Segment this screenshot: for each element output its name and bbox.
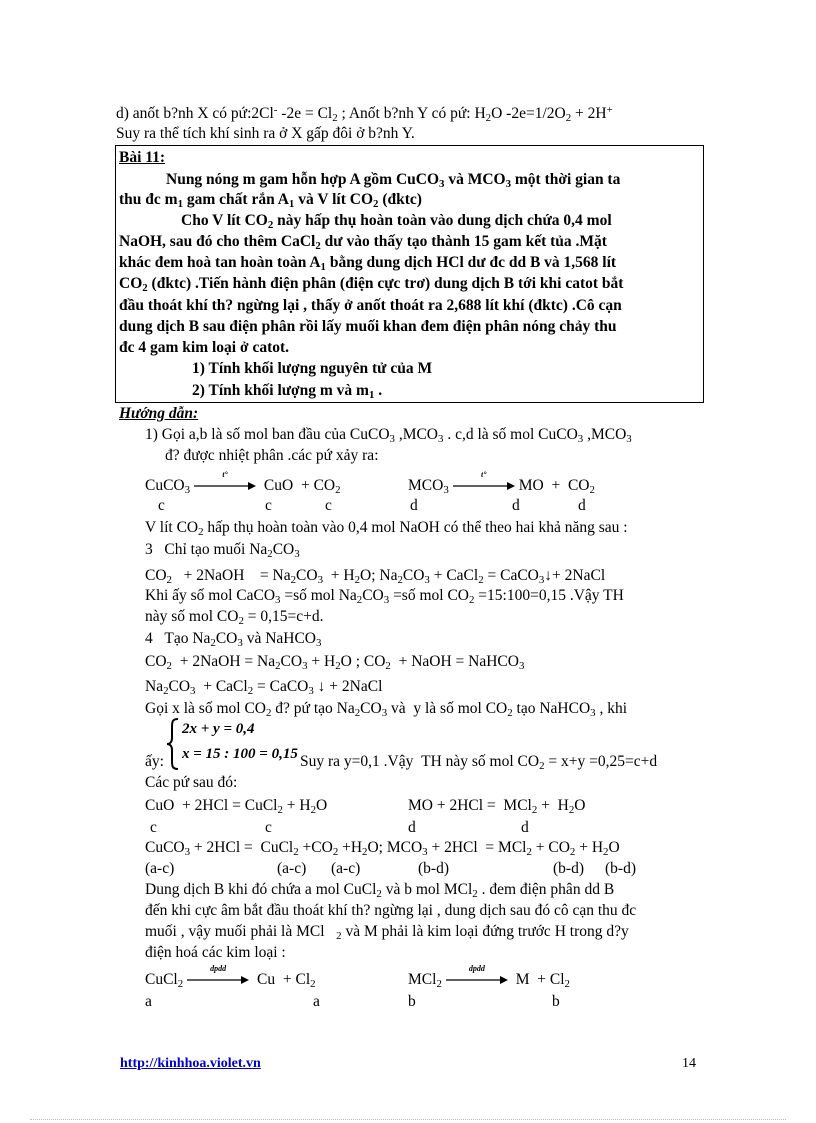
coef: b — [552, 993, 560, 1010]
text-line: Khi ấy số mol CaCO$_3$ =số mol $Na_2CO_3$ =số mol $CO_2$ =15:100=0,15 .Vậy TH — [145, 587, 624, 606]
text-line: đ? được nhiệt phân .các pứ xảy ra: — [165, 447, 379, 464]
text-line: ấy: — [145, 753, 164, 770]
text-line: Cho V lít $CO_2$ này hấp thụ hoàn toàn vào dung dịch chứa 0,4 mol — [181, 212, 612, 231]
footer-link[interactable]: http://kinhhoa.violet.vn — [120, 1056, 261, 1071]
coef: (b-d) — [605, 860, 636, 877]
coef: a — [145, 993, 152, 1010]
reaction: CuCl$_2$ dpdd $Cu + Cl_2$ — [145, 964, 316, 990]
arrow-icon: t° — [194, 480, 256, 492]
text-line: V lít $CO_2$ hấp thụ hoàn toàn vào 0,4 mol NaOH có thể theo hai khả năng sau : — [145, 519, 628, 538]
coef: d — [578, 497, 586, 514]
coef: c — [265, 497, 272, 514]
text-line: Suy ra y=0,1 .Vậy TH này số mol $CO_2 = x+y =0,25=c+d$ — [300, 753, 658, 772]
text-line: điện hoá các kim loại : — [145, 944, 286, 961]
equation: $CO_2$ + 2NaOH = $Na_2CO_3 + H_2O$; $Na_2CO_3$ + CaCl$_2$ = CaCO$_3$↓+ 2NaCl — [145, 567, 606, 586]
coef: (a-c) — [277, 860, 307, 877]
brace-icon — [165, 718, 181, 770]
guide-title: Hướng dẫn: — [119, 405, 199, 422]
page-number: 14 — [682, 1056, 696, 1071]
system-eq-2: x = 15 : 100 = 0,15 — [182, 746, 298, 762]
coef: (a-c) — [331, 860, 361, 877]
arrow-icon: dpdd — [446, 974, 508, 986]
equation: CuCO$_3$ + 2HCl = CuCl$_2$ $+CO_2 +H_2O$; $MCO_3 + 2HCl = MCl_2 + CO_2 + H_2O$ — [145, 839, 620, 858]
equation: MO + $2HCl = MCl_2 + H_2O$ — [408, 797, 586, 816]
text-line: Gọi x là số mol $CO_2$ đ? pứ tạo $Na_2CO_3$ và y là số mol $CO_2$ tạo NaHCO$_3$ , khi — [145, 700, 628, 719]
text-line: 3 Chỉ tạo muối $Na_2CO_3$ — [145, 541, 300, 560]
text-line: Suy ra thể tích khí sinh ra ở X gấp đôi ở b?nh Y. — [116, 125, 415, 142]
text-line: 4 Tạo $Na_2CO_3$ và NaHCO$_3$ — [145, 630, 322, 649]
text-line: thu đc $m_1$ gam chất rắn $A_1$ và V lít $CO_2$ (đktc) — [119, 191, 422, 210]
coef: d — [521, 819, 529, 836]
coef: c — [265, 819, 272, 836]
text-line: d) anốt b?nh X có pứ:2Cl- $-2e = Cl_2$ ; Anốt b?nh Y có pứ: $H_2O$ $-2e=1/2O_2 + 2H^+$ — [116, 104, 613, 124]
text-line: NaOH, sau đó cho thêm CaCl$_2$ dư vào thấy tạo thành 15 gam kết tủa .Mặt — [119, 233, 607, 252]
text-line: $CO_2$ (đktc) .Tiến hành điện phân (điện cực trơ) dung dịch B tới khi catot bắt — [119, 275, 624, 294]
coef: c — [158, 497, 165, 514]
text-line: Các pứ sau đó: — [145, 774, 238, 791]
equation: $CO_2$ + 2NaOH = $Na_2CO_3 + H_2O$ ; $CO_2$ + NaOH = NaHCO$_3$ — [145, 653, 525, 672]
reaction: $MCO_3$ t° MO + $CO_2$ — [408, 470, 595, 496]
question-1: 1) Tính khối lượng nguyên tử của M — [192, 360, 433, 377]
coef: a — [313, 993, 320, 1010]
system-eq-1: 2x + y = 0,4 — [182, 721, 255, 737]
text-line: đến khi cực âm bắt đầu thoát khí th? ngừng lại , dung dịch sau đó cô cạn thu đc — [145, 902, 637, 919]
text-line: đầu thoát khí th? ngừng lại , thấy ở anốt thoát ra 2,688 lít khí (đktc) .Cô cạn — [119, 297, 622, 314]
equation: CuO + 2HCl = CuCl$_2$ + $H_2O$ — [145, 797, 328, 816]
coef: d — [408, 819, 416, 836]
coef: (b-d) — [418, 860, 449, 877]
text-line: khác đem hoà tan hoàn toàn $A_1$ bằng dung dịch HCl dư đc dd B và 1,568 lít — [119, 254, 617, 273]
problem-title: Bài 11: — [119, 149, 166, 166]
text-line: này số mol $CO_2 = 0,15=c+d$. — [145, 608, 324, 627]
coef: c — [325, 497, 332, 514]
text-line: Nung nóng m gam hỗn hợp A gồm CuCO$_3$ và $MCO_3$ một thời gian ta — [166, 171, 621, 190]
coef: (a-c) — [145, 860, 175, 877]
question-2: 2) Tính khối lượng m và $m_1$ . — [192, 382, 383, 401]
arrow-icon: dpdd — [187, 974, 249, 986]
page-divider — [30, 1119, 786, 1120]
text-line: đc 4 gam kim loại ở catot. — [119, 339, 290, 356]
coef: c — [150, 819, 157, 836]
reaction: CuCO$_3$ t° CuO + $CO_2$ — [145, 470, 341, 496]
reaction: MCl$_2$ dpdd $M + Cl_2$ — [408, 964, 570, 990]
coef: b — [408, 993, 416, 1010]
text-line: 1) Gọi a,b là số mol ban đầu của CuCO$_3$ $,MCO_3$ . c,d là số mol CuCO$_3$ $,MCO_3$ — [145, 426, 632, 445]
text-line: muối , vậy muối phải là MCl $_2$ và M phải là kim loại đứng trước H trong d?y — [145, 923, 629, 942]
equation: $Na_2CO_3$ + CaCl$_2$ = CaCO$_3$ ↓ + 2NaCl — [145, 678, 383, 697]
text-line: Dung dịch B khi đó chứa a mol CuCl$_2$ và b mol MCl$_2$ . đem điện phân dd B — [145, 881, 615, 900]
coef: d — [512, 497, 520, 514]
coef: d — [410, 497, 418, 514]
text-line: dung dịch B sau điện phân rồi lấy muối khan đem điện phân nóng chảy thu — [119, 318, 617, 335]
arrow-icon: t° — [453, 480, 515, 492]
coef: (b-d) — [553, 860, 584, 877]
